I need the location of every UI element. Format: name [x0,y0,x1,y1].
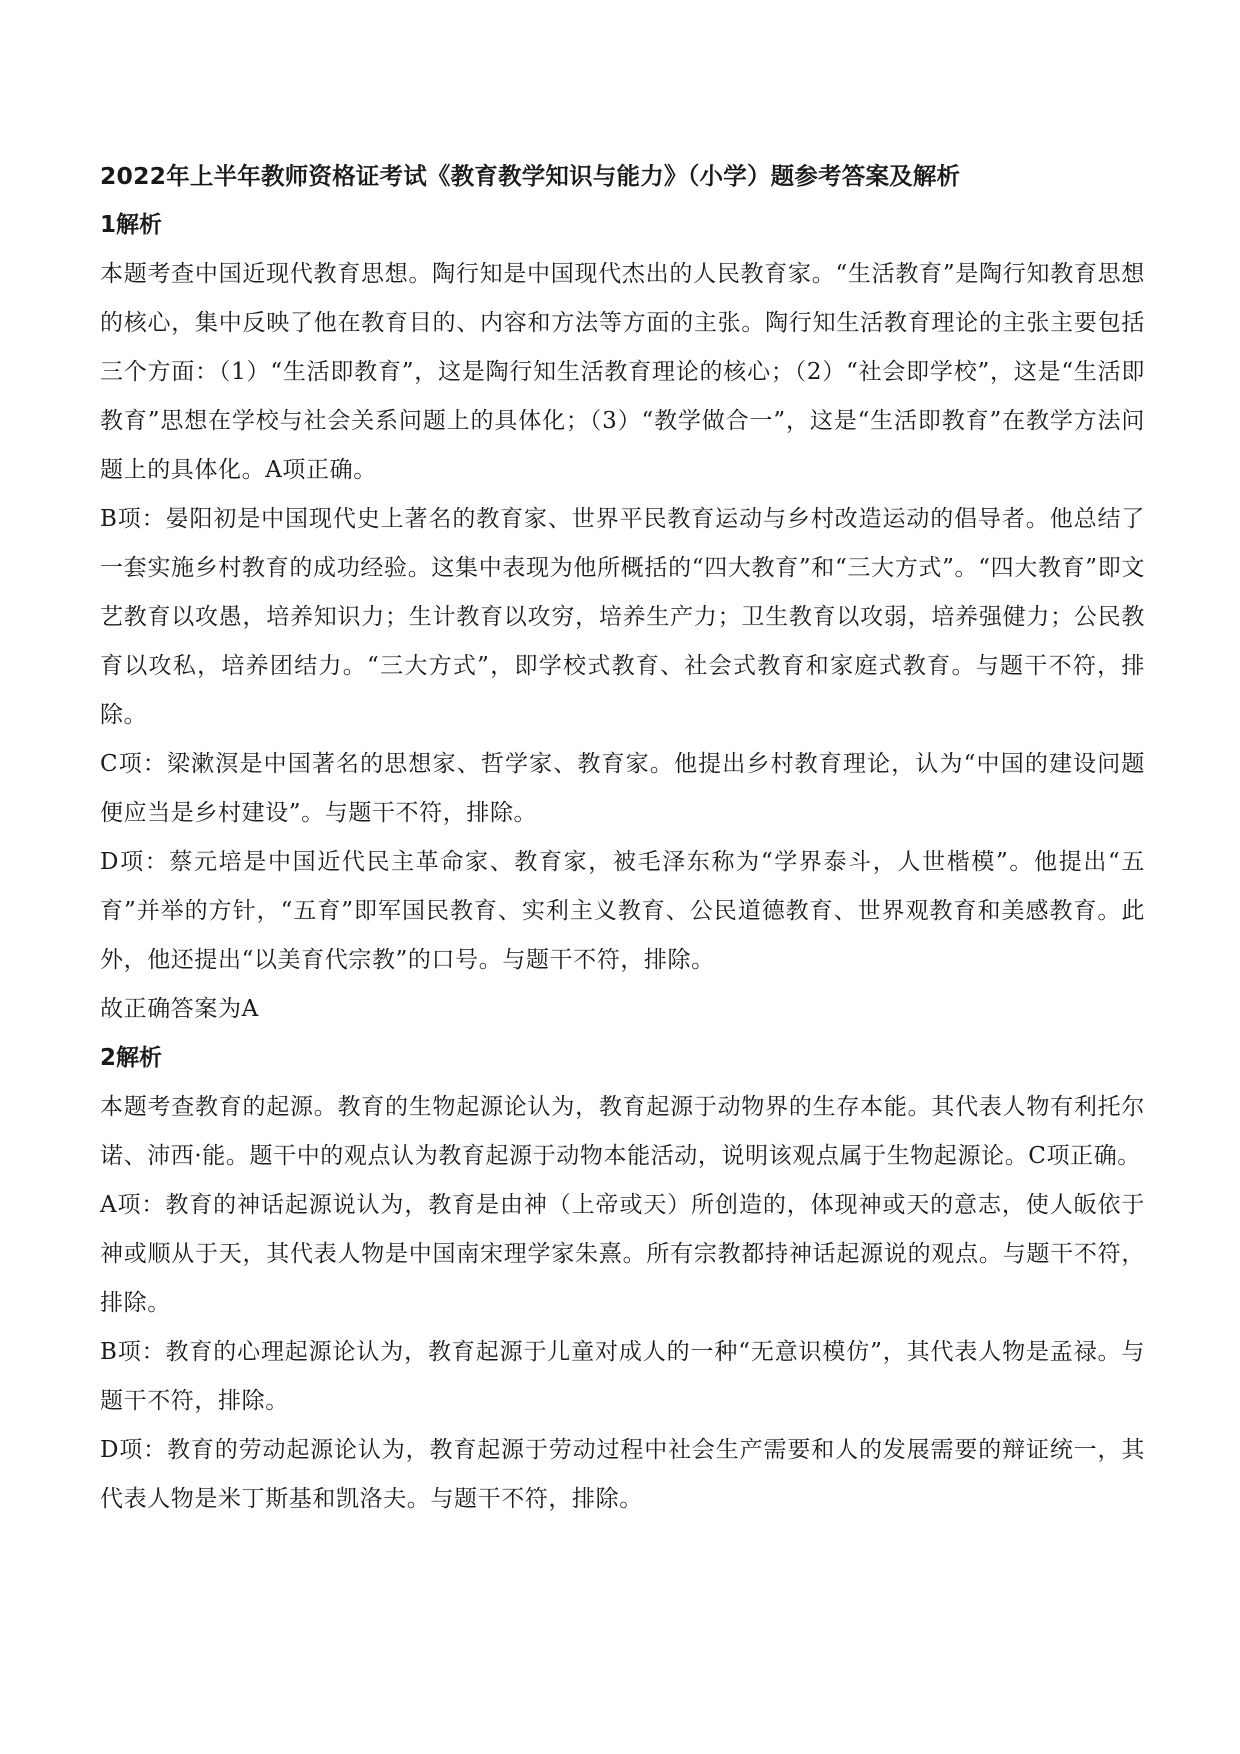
section-paragraph: A项：教育的神话起源说认为，教育是由神（上帝或天）所创造的，体现神或天的意志，使人皈依于神或顺从于天，其代表人物是中国南宋理学家朱熹。所有宗教都持神话起源说的观点。与题干不符，排除。 [100,1192,1145,1316]
section-paragraph: B项：教育的心理起源论认为，教育起源于儿童对成人的一种“无意识模仿”，其代表人物是孟禄。与题干不符，排除。 [100,1339,1145,1414]
answer-section-1 [100,201,1145,1034]
document-page [100,152,1145,1524]
section-paragraph: D项：教育的劳动起源论认为，教育起源于劳动过程中社会生产需要和人的发展需要的辩证统一，其代表人物是米丁斯基和凯洛夫。与题干不符，排除。 [100,1437,1145,1512]
answer-line: 故正确答案为A [100,996,259,1022]
document-title: 2022年上半年教师资格证考试《教育教学知识与能力》（小学）题参考答案及解析 [100,162,961,190]
section-paragraph: C项：梁漱溟是中国著名的思想家、哲学家、教育家。他提出乡村教育理论，认为“中国的建设问题便应当是乡村建设”。与题干不符，排除。 [100,751,1145,826]
section-paragraph: B项：晏阳初是中国现代史上著名的教育家、世界平民教育运动与乡村改造运动的倡导者。他总结了一套实施乡村教育的成功经验。这集中表现为他所概括的“四大教育”和“三大方式”。“四大教育”即文艺教育以攻愚，培养知识力；生计教育以攻穷，培养生产力；卫生教育以攻弱，培养强健力；公民教育以攻私，培养团结力。“三大方式”，即学校式教育、社会式教育和家庭式教育。与题干不符，排除。 [100,506,1145,728]
section-paragraph: D项：蔡元培是中国近代民主革命家、教育家，被毛泽东称为“学界泰斗，人世楷模”。他提出“五育”并举的方针，“五育”即军国民教育、实利主义教育、公民道德教育、世界观教育和美感教育。此外，他还提出“以美育代宗教”的口号。与题干不符，排除。 [100,849,1145,973]
answer-section-2 [100,1034,1145,1524]
section-heading: 1解析 [100,212,163,238]
section-paragraph: 本题考查教育的起源。教育的生物起源论认为，教育起源于动物界的生存本能。其代表人物有利托尔诺、沛西·能。题干中的观点认为教育起源于动物本能活动，说明该观点属于生物起源论。C项正确。 [100,1094,1145,1169]
section-heading: 2解析 [100,1045,163,1071]
section-paragraph: 本题考查中国近现代教育思想。陶行知是中国现代杰出的人民教育家。“生活教育”是陶行知教育思想的核心，集中反映了他在教育目的、内容和方法等方面的主张。陶行知生活教育理论的主张主要包括三个方面：（1）“生活即教育”，这是陶行知生活教育理论的核心；（2）“社会即学校”，这是“生活即教育”思想在学校与社会关系问题上的具体化；（3）“教学做合一”，这是“生活即教育”在教学方法问题上的具体化。A项正确。 [100,261,1145,483]
